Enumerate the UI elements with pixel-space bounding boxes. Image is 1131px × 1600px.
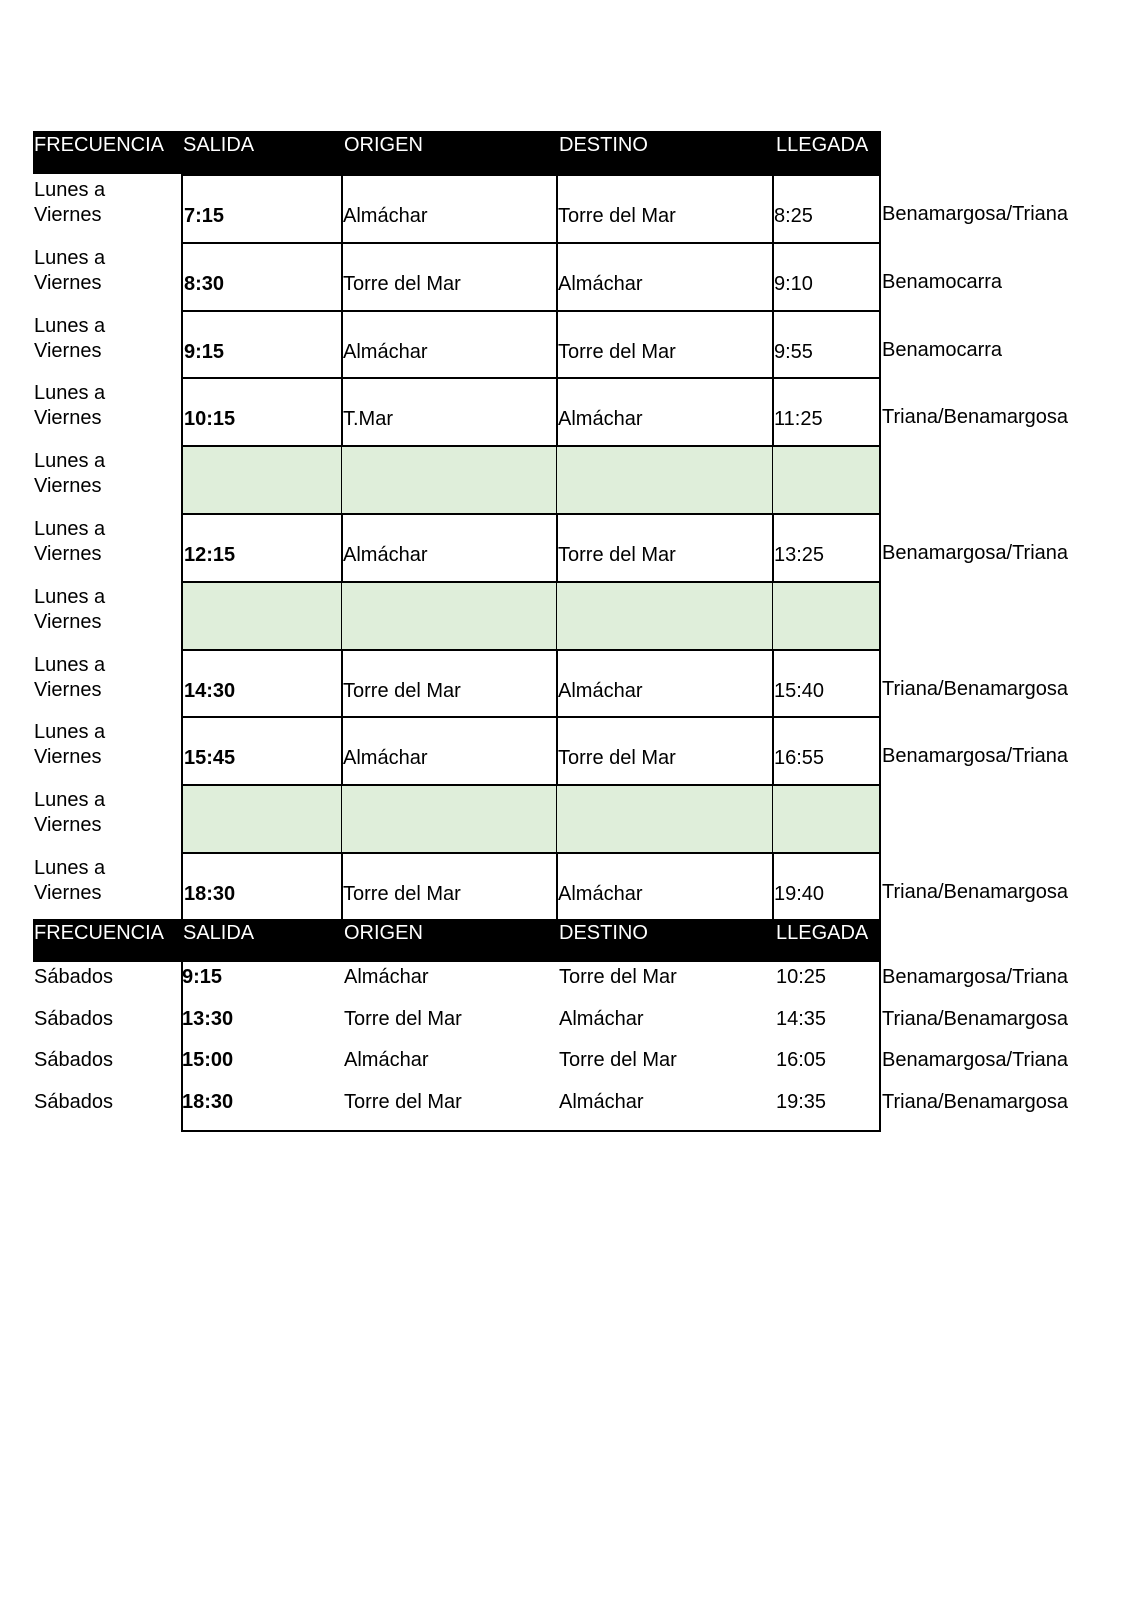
frecuencia-cell: Lunes a bbox=[34, 179, 106, 201]
llegada-cell bbox=[773, 310, 881, 378]
via-note: Triana/Benamargosa bbox=[882, 1007, 1069, 1030]
destino-value: Almáchar bbox=[559, 1090, 644, 1113]
llegada-value: 10:25 bbox=[776, 966, 827, 988]
frecuencia-cell-line2: Viernes bbox=[34, 204, 102, 226]
salida-value: 13:30 bbox=[182, 1007, 234, 1030]
destino-value: Almáchar bbox=[558, 679, 643, 702]
destino-value: Torre del Mar bbox=[558, 544, 676, 566]
destino-value: Almáchar bbox=[558, 272, 643, 295]
salida-value: 10:15 bbox=[184, 408, 236, 431]
table-row bbox=[0, 784, 1131, 852]
frecuencia-cell: Sábados bbox=[34, 1090, 113, 1113]
origen-cell bbox=[342, 445, 558, 513]
via-note: Benamocarra bbox=[882, 338, 1003, 361]
frecuencia-cell-line2: Viernes bbox=[34, 814, 102, 837]
frecuencia-cell: Sábados bbox=[34, 1049, 113, 1071]
destino-cell bbox=[557, 242, 774, 310]
llegada-cell bbox=[773, 513, 881, 581]
destino-value: Torre del Mar bbox=[558, 747, 676, 770]
salida-value: 12:15 bbox=[184, 544, 236, 566]
frecuencia-cell: Lunes a bbox=[34, 585, 106, 608]
header-destino: DESTINO bbox=[559, 134, 648, 156]
origen-value: Almáchar bbox=[343, 340, 428, 363]
llegada-cell bbox=[773, 377, 881, 445]
frecuencia-cell-line2: Viernes bbox=[34, 746, 102, 769]
destino-cell bbox=[557, 377, 774, 445]
table-row bbox=[0, 445, 1131, 513]
header-llegada: LLEGADA bbox=[776, 922, 869, 944]
table-row bbox=[0, 377, 1131, 445]
table-row bbox=[0, 1045, 1131, 1087]
table-row bbox=[0, 852, 1131, 920]
header-salida: SALIDA bbox=[183, 134, 255, 156]
table-row bbox=[0, 716, 1131, 784]
destino-value: Torre del Mar bbox=[558, 205, 676, 227]
origen-value: T.Mar bbox=[343, 408, 393, 431]
destino-cell bbox=[557, 852, 774, 920]
table-row bbox=[0, 242, 1131, 310]
via-note: Benamargosa/Triana bbox=[882, 745, 1069, 768]
frecuencia-cell-line2: Viernes bbox=[34, 339, 102, 362]
destino-cell bbox=[557, 445, 774, 513]
origen-cell bbox=[342, 649, 558, 717]
frecuencia-cell: Sábados bbox=[34, 966, 113, 988]
table-row bbox=[0, 581, 1131, 649]
frecuencia-cell: Lunes a bbox=[34, 450, 106, 473]
destino-cell bbox=[557, 649, 774, 717]
salida-cell bbox=[181, 310, 343, 378]
salida-cell bbox=[181, 377, 343, 445]
via-note: Triana/Benamargosa bbox=[882, 1090, 1069, 1113]
via-note: Benamargosa/Triana bbox=[882, 542, 1069, 564]
salida-cell bbox=[181, 716, 343, 784]
origen-cell bbox=[342, 174, 558, 242]
llegada-cell bbox=[773, 242, 881, 310]
via-note: Triana/Benamargosa bbox=[882, 677, 1069, 700]
header-destino: DESTINO bbox=[559, 922, 648, 944]
origen-value: Torre del Mar bbox=[343, 679, 461, 702]
origen-value: Almáchar bbox=[344, 966, 429, 988]
origen-value: Almáchar bbox=[343, 747, 428, 770]
frecuencia-cell: Lunes a bbox=[34, 518, 106, 540]
llegada-cell bbox=[773, 445, 881, 513]
table-row bbox=[0, 649, 1131, 717]
salida-value: 9:15 bbox=[184, 340, 225, 363]
origen-cell bbox=[342, 581, 558, 649]
destino-cell bbox=[557, 581, 774, 649]
destino-cell bbox=[557, 513, 774, 581]
llegada-cell bbox=[773, 852, 881, 920]
destino-value: Almáchar bbox=[558, 408, 643, 431]
frecuencia-cell: Lunes a bbox=[34, 382, 106, 405]
frecuencia-cell: Lunes a bbox=[34, 721, 106, 744]
llegada-cell bbox=[773, 716, 881, 784]
via-note: Triana/Benamargosa bbox=[882, 406, 1069, 429]
destino-value: Torre del Mar bbox=[558, 340, 676, 363]
table-row bbox=[0, 1004, 1131, 1046]
llegada-value: 16:55 bbox=[774, 747, 825, 770]
destino-value: Torre del Mar bbox=[559, 1049, 677, 1071]
frecuencia-cell: Lunes a bbox=[34, 314, 106, 337]
via-note: Benamargosa/Triana bbox=[882, 966, 1069, 988]
table-row bbox=[0, 513, 1131, 581]
table-row bbox=[0, 1087, 1131, 1129]
origen-cell bbox=[342, 310, 558, 378]
salida-value: 18:30 bbox=[182, 1090, 234, 1113]
destino-cell bbox=[557, 174, 774, 242]
weekday-table-header bbox=[33, 131, 881, 174]
destino-value: Almáchar bbox=[559, 1007, 644, 1030]
destino-value: Almáchar bbox=[558, 883, 643, 905]
llegada-value: 13:25 bbox=[774, 544, 825, 566]
via-note: Benamargosa/Triana bbox=[882, 203, 1069, 225]
salida-value: 18:30 bbox=[184, 883, 236, 905]
frecuencia-cell-line2: Viernes bbox=[34, 610, 102, 633]
salida-cell bbox=[181, 581, 343, 649]
via-note: Triana/Benamargosa bbox=[882, 881, 1069, 903]
frecuencia-cell: Lunes a bbox=[34, 857, 106, 879]
table-row bbox=[0, 310, 1131, 378]
frecuencia-cell-line2: Viernes bbox=[34, 882, 102, 904]
salida-value: 8:30 bbox=[184, 272, 225, 295]
frecuencia-cell-line2: Viernes bbox=[34, 475, 102, 498]
frecuencia-cell-line2: Viernes bbox=[34, 407, 102, 430]
llegada-cell bbox=[773, 784, 881, 852]
frecuencia-cell: Sábados bbox=[34, 1007, 113, 1030]
salida-cell bbox=[181, 649, 343, 717]
frecuencia-cell: Lunes a bbox=[34, 246, 106, 269]
origen-value: Torre del Mar bbox=[343, 272, 461, 295]
frecuencia-cell-line2: Viernes bbox=[34, 271, 102, 294]
origen-cell bbox=[342, 784, 558, 852]
table-row bbox=[0, 174, 1131, 242]
origen-cell bbox=[342, 852, 558, 920]
header-frecuencia: FRECUENCIA bbox=[34, 134, 165, 156]
llegada-value: 11:25 bbox=[774, 408, 823, 431]
llegada-cell bbox=[773, 174, 881, 242]
salida-cell bbox=[181, 784, 343, 852]
salida-value: 9:15 bbox=[182, 966, 223, 988]
salida-cell bbox=[181, 174, 343, 242]
origen-cell bbox=[342, 377, 558, 445]
llegada-value: 9:55 bbox=[774, 340, 813, 363]
via-note: Benamocarra bbox=[882, 270, 1003, 293]
llegada-value: 14:35 bbox=[776, 1007, 827, 1030]
salida-value: 14:30 bbox=[184, 679, 236, 702]
llegada-cell bbox=[773, 649, 881, 717]
salida-value: 15:45 bbox=[184, 747, 236, 770]
salida-cell bbox=[181, 242, 343, 310]
table-row bbox=[0, 962, 1131, 1004]
origen-value: Torre del Mar bbox=[344, 1007, 462, 1030]
frecuencia-cell: Lunes a bbox=[34, 789, 106, 812]
header-llegada: LLEGADA bbox=[776, 134, 869, 156]
llegada-value: 19:35 bbox=[776, 1090, 827, 1113]
salida-cell bbox=[181, 513, 343, 581]
llegada-value: 9:10 bbox=[774, 272, 813, 295]
destino-cell bbox=[557, 784, 774, 852]
via-note: Benamargosa/Triana bbox=[882, 1049, 1069, 1071]
header-salida: SALIDA bbox=[183, 922, 255, 944]
origen-value: Torre del Mar bbox=[343, 883, 461, 905]
llegada-value: 8:25 bbox=[774, 205, 813, 227]
frecuencia-cell: Lunes a bbox=[34, 653, 106, 676]
header-origen: ORIGEN bbox=[344, 922, 423, 944]
destino-cell bbox=[557, 716, 774, 784]
llegada-cell bbox=[773, 581, 881, 649]
destino-cell bbox=[557, 310, 774, 378]
header-frecuencia: FRECUENCIA bbox=[34, 922, 165, 944]
origen-value: Almáchar bbox=[343, 205, 428, 227]
origen-value: Almáchar bbox=[344, 1049, 429, 1071]
origen-value: Torre del Mar bbox=[344, 1090, 462, 1113]
frecuencia-cell-line2: Viernes bbox=[34, 543, 102, 565]
origen-cell bbox=[342, 513, 558, 581]
llegada-value: 15:40 bbox=[774, 679, 825, 702]
frecuencia-cell-line2: Viernes bbox=[34, 678, 102, 701]
header-origen: ORIGEN bbox=[344, 134, 423, 156]
salida-value: 7:15 bbox=[184, 205, 225, 227]
llegada-value: 16:05 bbox=[776, 1049, 827, 1071]
llegada-value: 19:40 bbox=[774, 883, 825, 905]
destino-value: Torre del Mar bbox=[559, 966, 677, 988]
salida-cell bbox=[181, 445, 343, 513]
salida-value: 15:00 bbox=[182, 1049, 234, 1071]
saturday-table-header bbox=[33, 919, 881, 962]
origen-cell bbox=[342, 716, 558, 784]
origen-cell bbox=[342, 242, 558, 310]
salida-cell bbox=[181, 852, 343, 920]
origen-value: Almáchar bbox=[343, 544, 428, 566]
